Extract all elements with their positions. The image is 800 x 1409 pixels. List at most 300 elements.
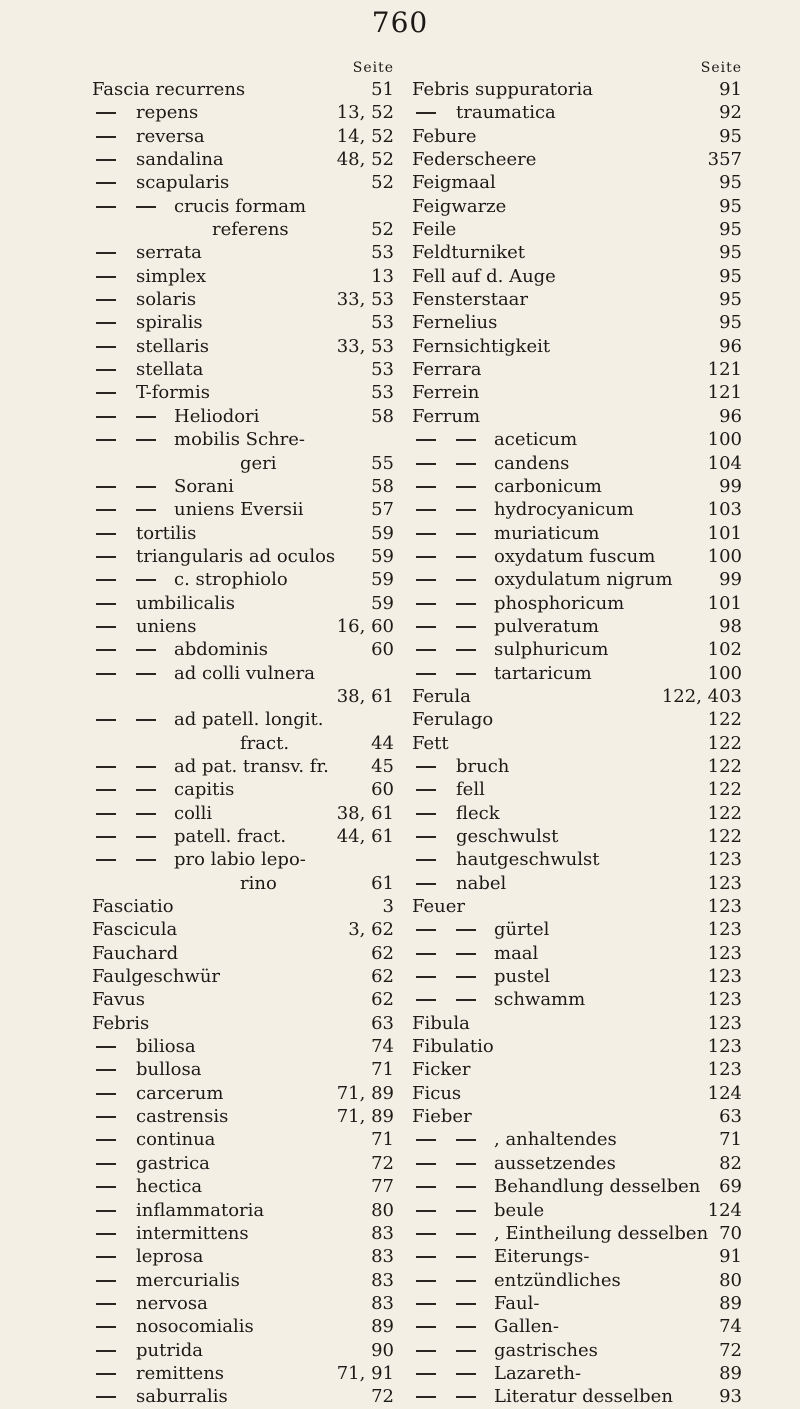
repeat-dash [456,439,476,441]
entry-pages: 122 [707,709,742,731]
repeat-dash [416,1163,436,1165]
index-entry [92,1222,394,1245]
entry-term: T-formis [136,382,210,404]
repeat-dash [456,509,476,511]
repeat-dash [456,486,476,488]
entry-term: abdominis [174,639,269,661]
entry-pages: 74 [371,1036,394,1058]
entry-term: gastrica [136,1152,210,1174]
entry-term: crucis formam [174,195,307,217]
repeat-dash [456,673,476,675]
repeat-dash [416,509,436,511]
index-entry [92,1269,394,1292]
entry-pages: 100 [707,662,742,684]
index-entry [92,778,394,801]
entry-pages: 123 [707,1012,742,1034]
repeat-dash [136,836,156,838]
repeat-dash [416,603,436,605]
index-entry [92,942,394,965]
entry-pages: 59 [371,592,394,614]
entry-pages: 55 [371,452,394,474]
entry-term: , Eintheilung desselben [494,1222,709,1244]
entry-term: Ficus [412,1082,462,1104]
repeat-dash [96,346,116,348]
entry-pages: 95 [719,172,742,194]
entry-pages: 100 [707,429,742,451]
index-entry [412,685,742,708]
repeat-dash [96,789,116,791]
repeat-dash [416,533,436,535]
entry-term: Febure [412,125,477,147]
entry-pages: 33, 53 [336,335,394,357]
entry-pages: 123 [707,849,742,871]
entry-pages: 123 [707,1036,742,1058]
index-entry [92,522,394,545]
entry-term: nervosa [136,1292,208,1314]
entry-term: Fascia recurrens [92,79,246,100]
repeat-dash [96,556,116,558]
index-entry [92,288,394,311]
entry-term: Ficker [412,1059,471,1081]
repeat-dash [96,533,116,535]
entry-term: Favus [92,989,145,1011]
entry-pages: 71 [371,1059,394,1081]
entry-pages: 83 [371,1222,394,1244]
index-entry [92,1035,394,1058]
entry-term: Feldturniket [412,242,526,264]
entry-term: , anhaltendes [494,1129,617,1151]
entry-term: pulveratum [494,615,599,637]
index-entry [412,1385,742,1408]
entry-pages: 59 [371,545,394,567]
entry-pages: 61 [371,872,394,894]
repeat-dash [416,1256,436,1258]
entry-term: Eiterungs- [494,1246,590,1268]
index-entry [412,1292,742,1315]
repeat-dash [456,579,476,581]
repeat-dash [456,976,476,978]
index-entry [412,988,742,1011]
index-entry [412,218,742,241]
entry-pages: 44 [371,732,394,754]
index-entry [92,125,394,148]
repeat-dash [96,439,116,441]
entry-term: ad patell. longit. [174,709,324,731]
entry-pages: 121 [707,382,742,404]
repeat-dash [136,509,156,511]
repeat-dash [456,603,476,605]
index-entry [92,545,394,568]
entry-term: umbilicalis [136,592,236,614]
index-entry [92,218,394,241]
index-entry [412,1315,742,1338]
entry-term: saburralis [136,1386,228,1408]
index-entry [92,1152,394,1175]
page-number: 760 [371,6,429,39]
repeat-dash [416,953,436,955]
entry-term: fell [456,779,485,801]
index-entry [92,1082,394,1105]
index-entry [92,895,394,918]
index-entry [412,288,742,311]
repeat-dash [456,999,476,1001]
repeat-dash [96,136,116,138]
entry-term: stellata [136,359,204,381]
entry-pages: 62 [371,989,394,1011]
index-entry [412,1222,742,1245]
repeat-dash [416,579,436,581]
entry-pages: 71, 89 [336,1082,394,1104]
repeat-dash [416,976,436,978]
entry-pages: 3, 62 [348,919,394,941]
entry-term: Ferrum [412,405,481,427]
entry-term: repens [136,102,199,124]
entry-pages: 123 [707,919,742,941]
page-column-header: Seite [352,60,394,76]
index-entry [412,428,742,451]
entry-term: scapularis [136,172,230,194]
entry-pages: 92 [719,102,742,124]
index-entry [412,241,742,264]
repeat-dash [96,299,116,301]
entry-pages: 53 [371,312,394,334]
entry-term: aussetzendes [494,1152,616,1174]
entry-pages: 48, 52 [336,149,394,171]
entry-pages: 52 [371,219,394,241]
repeat-dash [456,533,476,535]
entry-pages: 357 [707,149,742,171]
index-entry [92,802,394,825]
repeat-dash [456,953,476,955]
entry-term: Faulgeschwür [92,966,221,988]
entry-term: Gallen- [494,1316,559,1338]
repeat-dash [136,859,156,861]
repeat-dash [456,929,476,931]
entry-term: fleck [456,802,500,824]
index-entry [92,358,394,381]
index-entry [412,1035,742,1058]
entry-term: nabel [456,872,507,894]
entry-pages: 91 [719,1246,742,1268]
repeat-dash [416,1186,436,1188]
entry-pages: 77 [371,1176,394,1198]
entry-pages: 62 [371,966,394,988]
entry-pages: 98 [719,615,742,637]
entry-pages: 100 [707,545,742,567]
entry-pages: 122, 403 [661,685,742,707]
entry-term: mercurialis [136,1269,240,1291]
entry-pages: 52 [371,172,394,194]
entry-term: uniens [136,615,197,637]
repeat-dash [416,859,436,861]
repeat-dash [96,1233,116,1235]
entry-pages: 122 [707,755,742,777]
index-entry [412,848,742,871]
repeat-dash [416,836,436,838]
entry-term: tartaricum [494,662,592,684]
index-entry [412,1152,742,1175]
entry-pages: 60 [371,779,394,801]
index-entry [92,1012,394,1035]
index-entry [412,171,742,194]
entry-term: Behandlung desselben [494,1176,701,1198]
entry-pages: 71 [371,1129,394,1151]
index-entry [92,1128,394,1151]
index-entry [412,1339,742,1362]
entry-term: rino [240,872,277,894]
repeat-dash [96,1069,116,1071]
entry-term: patell. fract. [174,826,287,847]
index-entry [92,1315,394,1338]
index-entry [412,1269,742,1292]
index-entry [92,662,394,685]
entry-pages: 71, 91 [336,1362,394,1384]
repeat-dash [416,1233,436,1235]
index-entry [92,592,394,615]
index-entry [92,825,394,848]
entry-pages: 14, 52 [336,125,394,147]
repeat-dash [416,1280,436,1282]
entry-term: sulphuricum [494,639,609,661]
index-entry [92,171,394,194]
entry-pages: 71 [719,1129,742,1151]
repeat-dash [416,1210,436,1212]
entry-pages: 53 [371,359,394,381]
repeat-dash [96,206,116,208]
entry-term: triangularis ad oculos [136,545,336,567]
entry-pages: 90 [371,1339,394,1361]
entry-term: Ferulago [412,709,494,731]
repeat-dash [456,1233,476,1235]
entry-pages: 44, 61 [336,826,394,847]
index-entry [412,1012,742,1035]
repeat-dash [96,159,116,161]
entry-term: Faul- [494,1292,540,1314]
index-entry [412,568,742,591]
entry-term: Fernelius [412,312,498,334]
entry-term: Ferula [412,685,471,707]
index-entry [412,78,742,101]
index-entry [92,988,394,1011]
index-entry [92,148,394,171]
repeat-dash [416,626,436,628]
index-entry [92,452,394,475]
entry-pages: 95 [719,312,742,334]
entry-term: Fieber [412,1106,472,1128]
index-entry [412,918,742,941]
entry-term: fract. [240,732,290,754]
entry-pages: 89 [719,1362,742,1384]
repeat-dash [416,1350,436,1352]
entry-term: colli [174,802,213,824]
entry-term: Lazareth- [494,1362,582,1384]
page-column-header: Seite [700,60,742,76]
repeat-dash [136,766,156,768]
repeat-dash [416,649,436,651]
entry-pages: 123 [707,872,742,894]
index-entry [92,638,394,661]
entry-pages: 122 [707,732,742,754]
repeat-dash [416,556,436,558]
repeat-dash [96,649,116,651]
repeat-dash [96,673,116,675]
index-entry [412,311,742,334]
repeat-dash [136,416,156,418]
entry-pages: 124 [707,1199,742,1221]
entry-term: Fibula [412,1012,470,1034]
entry-pages: 124 [707,1082,742,1104]
repeat-dash [416,766,436,768]
entry-term: gürtel [494,919,550,941]
index-entry [92,1339,394,1362]
entry-pages: 95 [719,265,742,287]
entry-pages: 62 [371,942,394,964]
entry-pages: 89 [719,1292,742,1314]
repeat-dash [456,1163,476,1165]
entry-pages: 101 [707,592,742,614]
repeat-dash [96,719,116,721]
index-entry [412,195,742,218]
entry-pages: 82 [719,1152,742,1174]
index-entry [92,708,394,731]
index-entry [412,1175,742,1198]
repeat-dash [416,112,436,114]
index-entry [92,1058,394,1081]
entry-pages: 83 [371,1246,394,1268]
repeat-dash [456,1326,476,1328]
repeat-dash [416,929,436,931]
entry-pages: 123 [707,1059,742,1081]
entry-term: Fensterstaar [412,289,529,311]
index-entry [92,1245,394,1268]
entry-term: beule [494,1199,545,1221]
entry-term: Feigmaal [412,172,496,194]
entry-pages: 99 [719,569,742,591]
entry-pages: 58 [371,405,394,427]
entry-term: referens [212,219,289,241]
index-entry [92,101,394,124]
entry-term: hydrocyanicum [494,499,634,521]
entry-term: Feuer [412,896,466,918]
index-entry [412,358,742,381]
entry-term: c. strophiolo [174,569,288,591]
entry-pages: 13 [371,265,394,287]
entry-pages: 123 [707,966,742,988]
repeat-dash [456,626,476,628]
index-entry [92,1385,394,1408]
index-entry [92,615,394,638]
index-entry [412,498,742,521]
index-entry [412,522,742,545]
repeat-dash [96,509,116,511]
index-column-left [92,60,394,1409]
index-entry [412,1082,742,1105]
entry-term: Literatur desselben [494,1386,673,1408]
repeat-dash [456,1396,476,1398]
entry-term: reversa [136,125,205,147]
entry-term: hectica [136,1176,203,1198]
entry-term: mobilis Schre- [174,429,306,451]
repeat-dash [96,766,116,768]
index-entry [92,965,394,988]
entry-pages: 72 [719,1339,742,1361]
index-entry [412,802,742,825]
repeat-dash [96,1093,116,1095]
index-entry [92,1199,394,1222]
repeat-dash [96,1139,116,1141]
index-entry [92,498,394,521]
entry-term: nosocomialis [136,1316,254,1338]
repeat-dash [456,463,476,465]
entry-pages: 122 [707,779,742,801]
entry-term: Ferrein [412,382,480,404]
repeat-dash [456,1303,476,1305]
repeat-dash [456,1280,476,1282]
entry-term: gastrisches [494,1339,598,1361]
entry-pages: 102 [707,639,742,661]
entry-term: sandalina [136,149,224,171]
repeat-dash [416,439,436,441]
index-entry [412,732,742,755]
entry-pages: 104 [707,452,742,474]
index-entry [412,1128,742,1151]
entry-term: carcerum [136,1082,224,1104]
repeat-dash [136,813,156,815]
entry-term: continua [136,1129,216,1151]
entry-pages: 69 [719,1176,742,1198]
repeat-dash [456,649,476,651]
entry-pages: 80 [719,1269,742,1291]
entry-term: Fauchard [92,942,179,964]
repeat-dash [96,112,116,114]
entry-pages: 51 [371,79,394,100]
entry-pages: 33, 53 [336,289,394,311]
index-entry [412,335,742,358]
entry-term: capitis [174,779,235,801]
entry-pages: 53 [371,382,394,404]
entry-term: ad colli vulnera [174,662,315,684]
entry-pages: 72 [371,1386,394,1408]
entry-term: pro labio lepo- [174,849,306,871]
index-entry [92,1292,394,1315]
repeat-dash [456,1256,476,1258]
entry-term: Fibulatio [412,1036,494,1058]
entry-term: geschwulst [456,826,559,847]
index-entry [412,1105,742,1128]
index-entry [412,662,742,685]
entry-pages: 122 [707,826,742,847]
entry-term: candens [494,452,570,474]
index-entry [92,311,394,334]
repeat-dash [416,789,436,791]
repeat-dash [96,1350,116,1352]
index-entry [92,241,394,264]
repeat-dash [416,673,436,675]
entry-pages: 96 [719,335,742,357]
repeat-dash [416,999,436,1001]
repeat-dash [96,1210,116,1212]
entry-pages: 53 [371,242,394,264]
index-entry [412,1058,742,1081]
repeat-dash [456,1186,476,1188]
entry-pages: 38, 61 [336,685,394,707]
repeat-dash [416,1139,436,1141]
index-entry [412,755,742,778]
entry-term: geri [240,452,277,474]
entry-term: Febris suppuratoria [412,79,593,100]
repeat-dash [456,1373,476,1375]
repeat-dash [96,392,116,394]
